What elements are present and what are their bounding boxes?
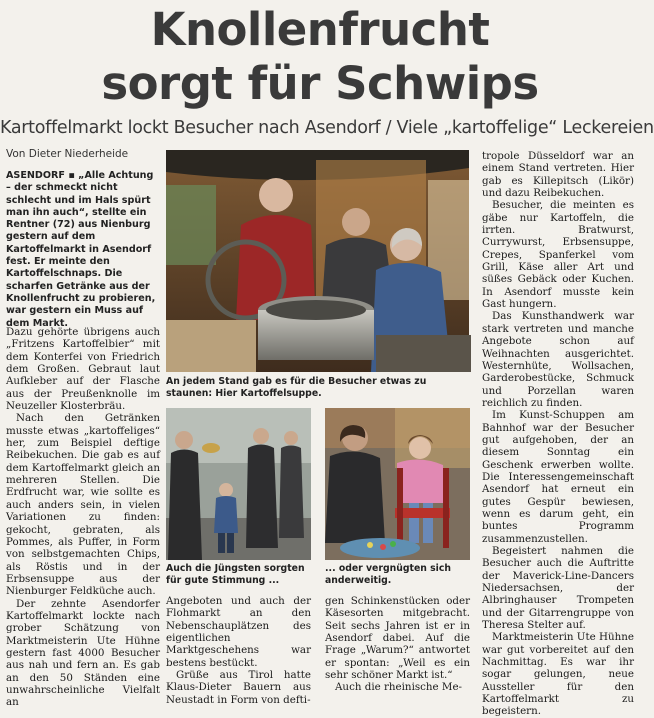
paragraph: tropole Düsseldorf war an einem Stand vertreten. Hier gab es Killepitsch (Likör) und dazu Reibekuchen. <box>482 150 634 200</box>
main-photo-caption: An jedem Stand gab es für die Besucher etwas zu staunen: Hier Kartoffelsuppe. <box>166 376 427 399</box>
subheadline: Kartoffelmarkt lockt Besucher nach Asendorf / Viele „kartoffelige“ Leckereien <box>0 118 654 138</box>
article-column-1 <box>6 326 160 709</box>
headline-line-1: Knollenfrucht <box>150 3 490 56</box>
paragraph: Das Kunsthandwerk war stark vertreten und manche Angebote schon auf Weihnachten ausgerichtet. Westernhüte, Wollsachen, Garderobestücke, Schmuck und Porzellan waren reichlich zu finden. <box>482 310 634 409</box>
article-column-3 <box>325 595 470 707</box>
photo-soup-stand-image <box>166 150 469 372</box>
paragraph: Grüße aus Tirol hatte Klaus-Dieter Bauern aus Neustadt in Form von defti- <box>166 669 311 706</box>
photo-girl-image <box>325 408 470 560</box>
paragraph: gen Schinkenstücken oder Käsesorten mitgebracht. Seit sechs Jahren ist er in Asendorf dabei. Auf die Frage „Warum?“ antwortet er spontan: „Weil es ein sehr schöner Markt ist.“ <box>325 595 470 682</box>
right-photo-caption: ... oder vergnügten sich anderweitig. <box>325 563 451 586</box>
right-photo <box>325 408 470 560</box>
paragraph: Nach den Getränken musste etwas „kartoffeliges“ her, zum Beispiel deftige Reibekuchen. Die gab es auf dem Kartoffelmarkt gleich an mehreren Stellen. Die Erdfrucht war, wie sollte es auch anders sein, in vielen Variationen zu finden: gekocht, gebraten, als Pommes, als Puffer, in Form von selbstgemachten Chips, als Röstis und in der Erbsensuppe aus der Nienburger Feldküche auch. <box>6 412 160 598</box>
lead-text: „Alle Achtung – der schmeckt nicht schlecht und im Hals spürt man ihn auch“, stellte ein Rentner (72) aus Nienburg gestern auf dem Kartoffelmarkt in Asendorf fest. Er meinte den Kartoffelschnaps. Die scharfen Getränke aus der Knollenfrucht zu probieren, war gestern ein Muss auf dem Markt. <box>6 170 156 329</box>
photo-musicians-image <box>166 408 311 560</box>
article-column-2 <box>166 595 311 707</box>
paragraph: Im Kunst-Schuppen am Bahnhof war der Besucher gut aufgehoben, der an diesem Sonntag ein Geschenk erwerben wollte. Die Interessengemeinschaft Asendorf hat erneut ein gutes Gespür bewiesen, wenn es darum geht, ein buntes Programm zusammenzustellen. <box>482 409 634 545</box>
paragraph: Besucher, die meinten es gäbe nur Kartoffeln, die irrten. Bratwurst, Currywurst, Erbsensuppe, Crepes, Spanferkel vom Grill, Käse aller Art und süßes Gebäck oder Kuchen. In Asendorf musste kein Gast hungern. <box>482 199 634 311</box>
dateline: ASENDORF ▪ <box>6 170 75 181</box>
byline: Von Dieter Niederheide <box>6 148 129 160</box>
paragraph: Dazu gehörte übrigens auch „Fritzens Kartoffelbier“ mit dem Konterfei von Friedrich dem Großen. Gebraut laut Aufkleber auf der Flasche aus der Preußenknolle im Neuzeller Klosterbräu. <box>6 326 160 413</box>
lead-paragraph <box>6 170 161 329</box>
article-column-4 <box>482 150 634 718</box>
paragraph: Marktmeisterin Ute Hühne war gut vorbereitet auf den Nachmittag. Es war ihr sogar gelungen, neue Aussteller für den Kartoffelmarkt zu begeistern. <box>482 631 634 718</box>
paragraph: Angeboten und auch der Flohmarkt an den Nebenschauplätzen des eigentlichen Marktgeschehens war bestens bestückt. <box>166 595 311 669</box>
main-photo <box>166 150 469 372</box>
left-photo <box>166 408 311 560</box>
paragraph: Der zehnte Asendorfer Kartoffelmarkt lockte nach grober Schätzung von Marktmeisterin Ute Hühne gestern fast 4000 Besucher aus nah und fern an. Es gab an den 50 Ständen eine unwahrscheinliche Vielfalt an <box>6 597 160 709</box>
paragraph: Begeistert nahmen die Besucher auch die Auftritte der Maverick-Line-Dancers Niedersachsen, der Albringhauser Trompeten und der Gitarrengruppe von Theresa Stelter auf. <box>482 545 634 632</box>
paragraph: Auch die rheinische Me- <box>335 681 463 694</box>
headline-line-2: sorgt für Schwips <box>101 57 539 110</box>
left-photo-caption: Auch die Jüngsten sorgten für gute Stimmung ... <box>166 563 305 586</box>
